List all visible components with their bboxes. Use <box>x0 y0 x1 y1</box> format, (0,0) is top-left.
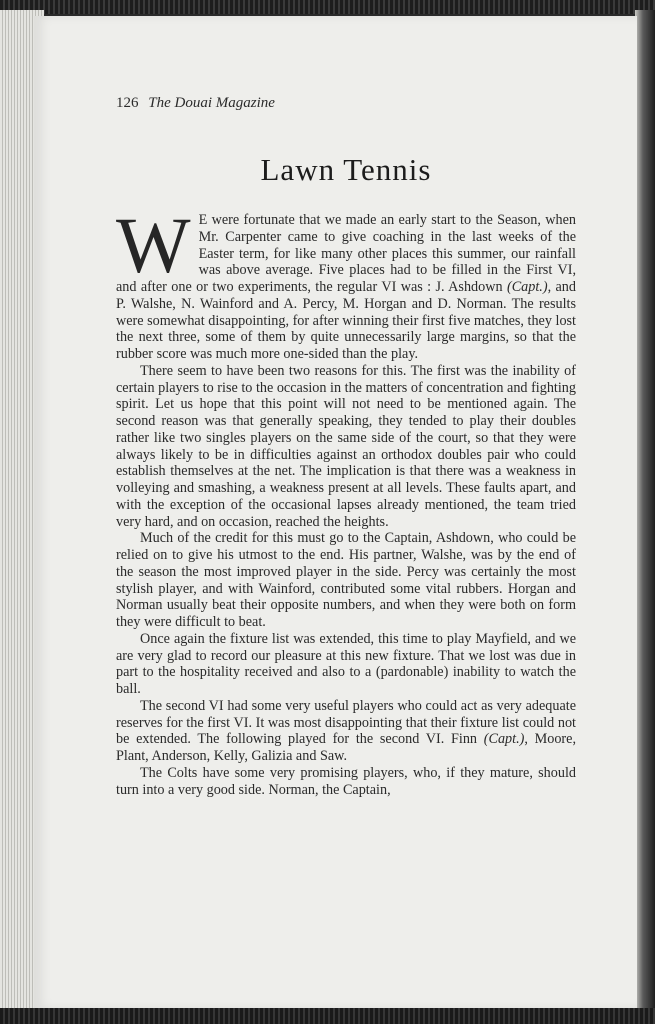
paragraph-4: Once again the fixture list was extended, this time to play Mayfield, and we are very glad to record our pleasure at this new fixture. That we lost was due in part to the hospitality received and also to a (pardonable) inability to watch the ball. <box>116 630 576 697</box>
scan-bottom-edge <box>0 1008 655 1024</box>
magazine-title: The Douai Magazine <box>148 95 275 111</box>
captain-abbrev: (Capt.) <box>506 279 548 295</box>
paragraph-5 <box>116 698 576 765</box>
drop-cap: W <box>116 203 191 290</box>
paragraph-1 <box>116 203 576 363</box>
scan-top-edge <box>0 0 655 14</box>
paragraph-1-end: , and P. Walshe, N. Wainford and A. Percy, M. Horgan and D. Norman. The results were somewhat disappointing, for after winning their first five matches, they lost the next three, some of them by quite unnecessarily large margins, so that the rubber score was much more one-sided than the play. <box>116 279 576 362</box>
article-body <box>116 203 576 798</box>
page-number: 126 <box>116 95 139 111</box>
paragraph-5-end: , Moore, Plant, Anderson, Kelly, Galizia and Saw. <box>116 731 576 764</box>
book-spine <box>635 10 655 1010</box>
paragraph-2: There seem to have been two reasons for this. The first was the inability of certain players to rise to the occasion in the matters of concentration and fighting spirit. Let us hope that this point will not need to be mentioned again. The second reason was that generally speaking, they tended to play their doubles rather like two singles players on the same side of the court, so that they were always likely to be in difficulties against an orthodox doubles pair who could establish themselves at the net. The implication is that there was a weakness in volleying and smashing, a weakness present at all levels. These faults apart, and with the exception of the occasional lapses already mentioned, the team tried very hard, and on occasion, reached the heights. <box>116 362 576 530</box>
paragraph-3: Much of the credit for this must go to the Captain, Ashdown, who could be relied on to give his utmost to the end. His partner, Walshe, was by the end of the season the most improved player in the side. Percy was certainly the most stylish player, and with Wainford, contributed some vital rubbers. Horgan and Norman usually beat their opposite numbers, and when they were both on form they were difficult to beat. <box>116 530 576 630</box>
paragraph-1-start: E were fortunate that we made an early start to the Season, when Mr. Carpenter came to give coaching in the last weeks of the Easter term, for like many other places this summer, our rainfall was above average. Five places had to be filled in the First VI, and after one or two experiments, the regular VI was : J. Ashdown <box>116 212 576 295</box>
paragraph-5-start: The second VI had some very useful players who could act as very adequate reserves for the first VI. It was most disappointing that their fixture list could not be extended. The following played for the second VI. Finn <box>116 697 576 748</box>
captain-abbrev: (Capt.) <box>483 731 525 748</box>
article-title: Lawn Tennis <box>260 152 432 187</box>
paragraph-6: The Colts have some very promising players, who, if they mature, should turn into a very good side. Norman, the Captain, <box>116 764 576 798</box>
running-head <box>116 95 275 112</box>
